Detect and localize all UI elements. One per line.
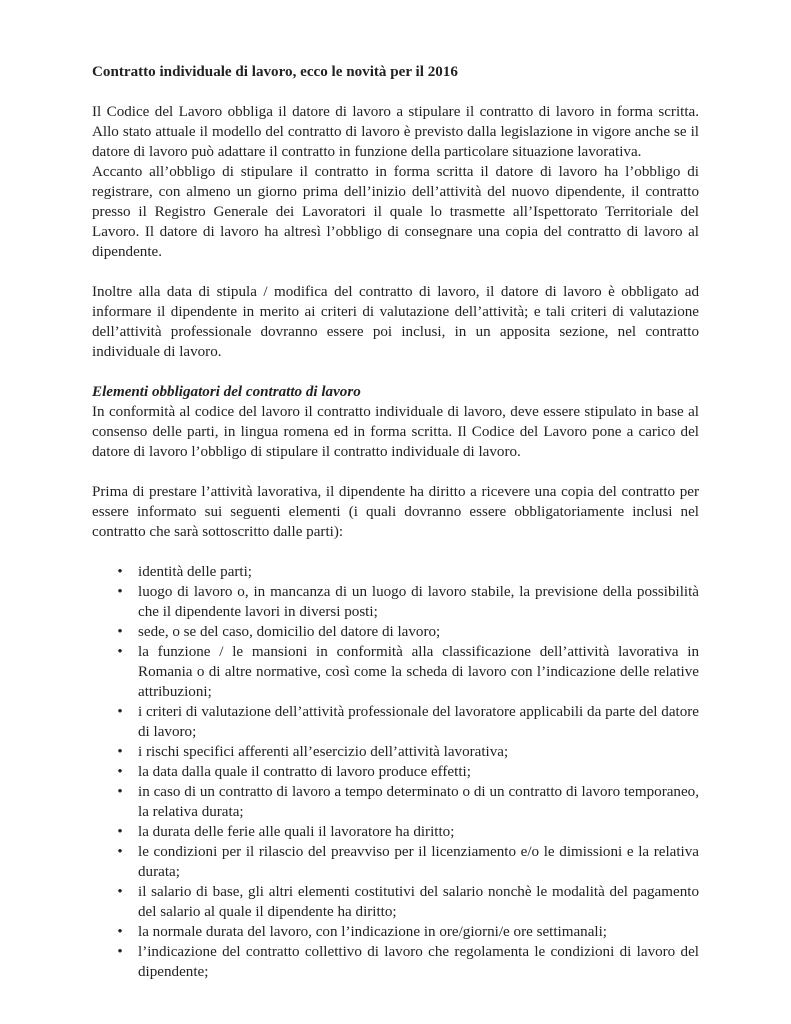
bullet-icon: • — [117, 564, 123, 580]
list-item — [92, 742, 699, 762]
paragraph-gap — [92, 362, 699, 382]
section-heading: Elementi obbligatori del contratto di lavoro — [92, 384, 361, 400]
list-item-text: i rischi specifici afferenti all’esercizio dell’attività lavorativa; — [138, 744, 509, 760]
list-item — [92, 642, 699, 702]
list-item — [92, 782, 699, 822]
list-item — [92, 762, 699, 782]
list-item-text: le condizioni per il rilascio del preavviso per il licenziamento e/o le dimissioni e la relativa durata; — [138, 844, 699, 880]
list-item — [92, 922, 699, 942]
list-item — [92, 562, 699, 582]
paragraph-evaluation-criteria: Inoltre alla data di stipula / modifica del contratto di lavoro, il datore di lavoro è obbligato ad informare il dipendente in merito ai criteri di valutazione dell’attività; e tali criteri di valutazione dell’attività professionale dovranno essere poi inclusi, in un apposita sezione, nel contratto individuale di lavoro. — [92, 284, 699, 360]
list-item-text: l’indicazione del contratto collettivo di lavoro che regolamenta le condizioni di lavoro del dipendente; — [138, 944, 699, 980]
paragraph-copy-right: Prima di prestare l’attività lavorativa, il dipendente ha diritto a ricevere una copia del contratto per essere informato sui seguenti elementi (i quali dovranno essere obbligatoriamente inclusi nel contratto che sarà sottoscritto dalle parti): — [92, 484, 699, 540]
bullet-icon: • — [117, 924, 123, 940]
list-item-text: la data dalla quale il contratto di lavoro produce effetti; — [138, 764, 471, 780]
bullet-icon: • — [117, 884, 123, 900]
paragraph-conformity: In conformità al codice del lavoro il contratto individuale di lavoro, deve essere stipulato in base al consenso delle parti, in lingua romena ed in forma scritta. Il Codice del Lavoro pone a carico del datore di lavoro l’obbligo di stipulare il contratto individuale di lavoro. — [92, 404, 699, 460]
paragraph-gap — [92, 262, 699, 282]
list-item-text: la funzione / le mansioni in conformità alla classificazione dell’attività lavorativa in Romania o di altre normative, così come la scheda di lavoro con l’indicazione delle relative attribuzioni; — [138, 644, 699, 700]
list-item — [92, 882, 699, 922]
bullet-icon: • — [117, 844, 123, 860]
list-item-text: la durata delle ferie alle quali il lavoratore ha diritto; — [138, 824, 455, 840]
paragraph-written-form: Il Codice del Lavoro obbliga il datore di lavoro a stipulare il contratto di lavoro in forma scritta. Allo stato attuale il modello del contratto di lavoro è previsto dalla legislazione in vigore anche se il datore di lavoro può adattare il contratto in funzione della particolare situazione lavorativa. — [92, 104, 699, 160]
list-item — [92, 822, 699, 842]
list-item-text: in caso di un contratto di lavoro a tempo determinato o di un contratto di lavoro temporaneo, la relativa durata; — [138, 784, 699, 820]
paragraph-registration: Accanto all’obbligo di stipulare il contratto in forma scritta il datore di lavoro ha l’obbligo di registrare, con almeno un giorno prima dell’inizio dell’attività del nuovo dipendente, il contratto presso il Registro Generale dei Lavoratori il quale lo trasmette all’Ispettorato Territoriale del Lavoro. Il datore di lavoro ha altresì l’obbligo di consegnare una copia del contratto di lavoro al dipendente. — [92, 164, 699, 260]
mandatory-elements-list — [92, 562, 699, 982]
bullet-icon: • — [117, 744, 123, 760]
bullet-icon: • — [117, 624, 123, 640]
list-item-text: sede, o se del caso, domicilio del datore di lavoro; — [138, 624, 441, 640]
list-item-text: i criteri di valutazione dell’attività professionale del lavoratore applicabili da parte del datore di lavoro; — [138, 704, 699, 740]
bullet-icon: • — [117, 704, 123, 720]
list-item — [92, 842, 699, 882]
list-item-text: la normale durata del lavoro, con l’indicazione in ore/giorni/e ore settimanali; — [138, 924, 607, 940]
document-title: Contratto individuale di lavoro, ecco le novità per il 2016 — [92, 64, 458, 80]
bullet-icon: • — [117, 784, 123, 800]
document-page — [92, 62, 699, 982]
bullet-icon: • — [117, 764, 123, 780]
bullet-icon: • — [117, 824, 123, 840]
list-item-text: luogo di lavoro o, in mancanza di un luogo di lavoro stabile, la previsione della possibilità che il dipendente lavori in diversi posti; — [138, 584, 699, 620]
list-item — [92, 702, 699, 742]
paragraph-gap — [92, 462, 699, 482]
list-item-text: il salario di base, gli altri elementi costitutivi del salario nonchè le modalità del pagamento del salario al quale il dipendente ha diritto; — [138, 884, 699, 920]
list-item-text: identità delle parti; — [138, 564, 252, 580]
paragraph-gap — [92, 542, 699, 562]
bullet-icon: • — [117, 584, 123, 600]
list-item — [92, 622, 699, 642]
bullet-icon: • — [117, 944, 123, 960]
list-item — [92, 942, 699, 982]
list-item — [92, 582, 699, 622]
bullet-icon: • — [117, 644, 123, 660]
